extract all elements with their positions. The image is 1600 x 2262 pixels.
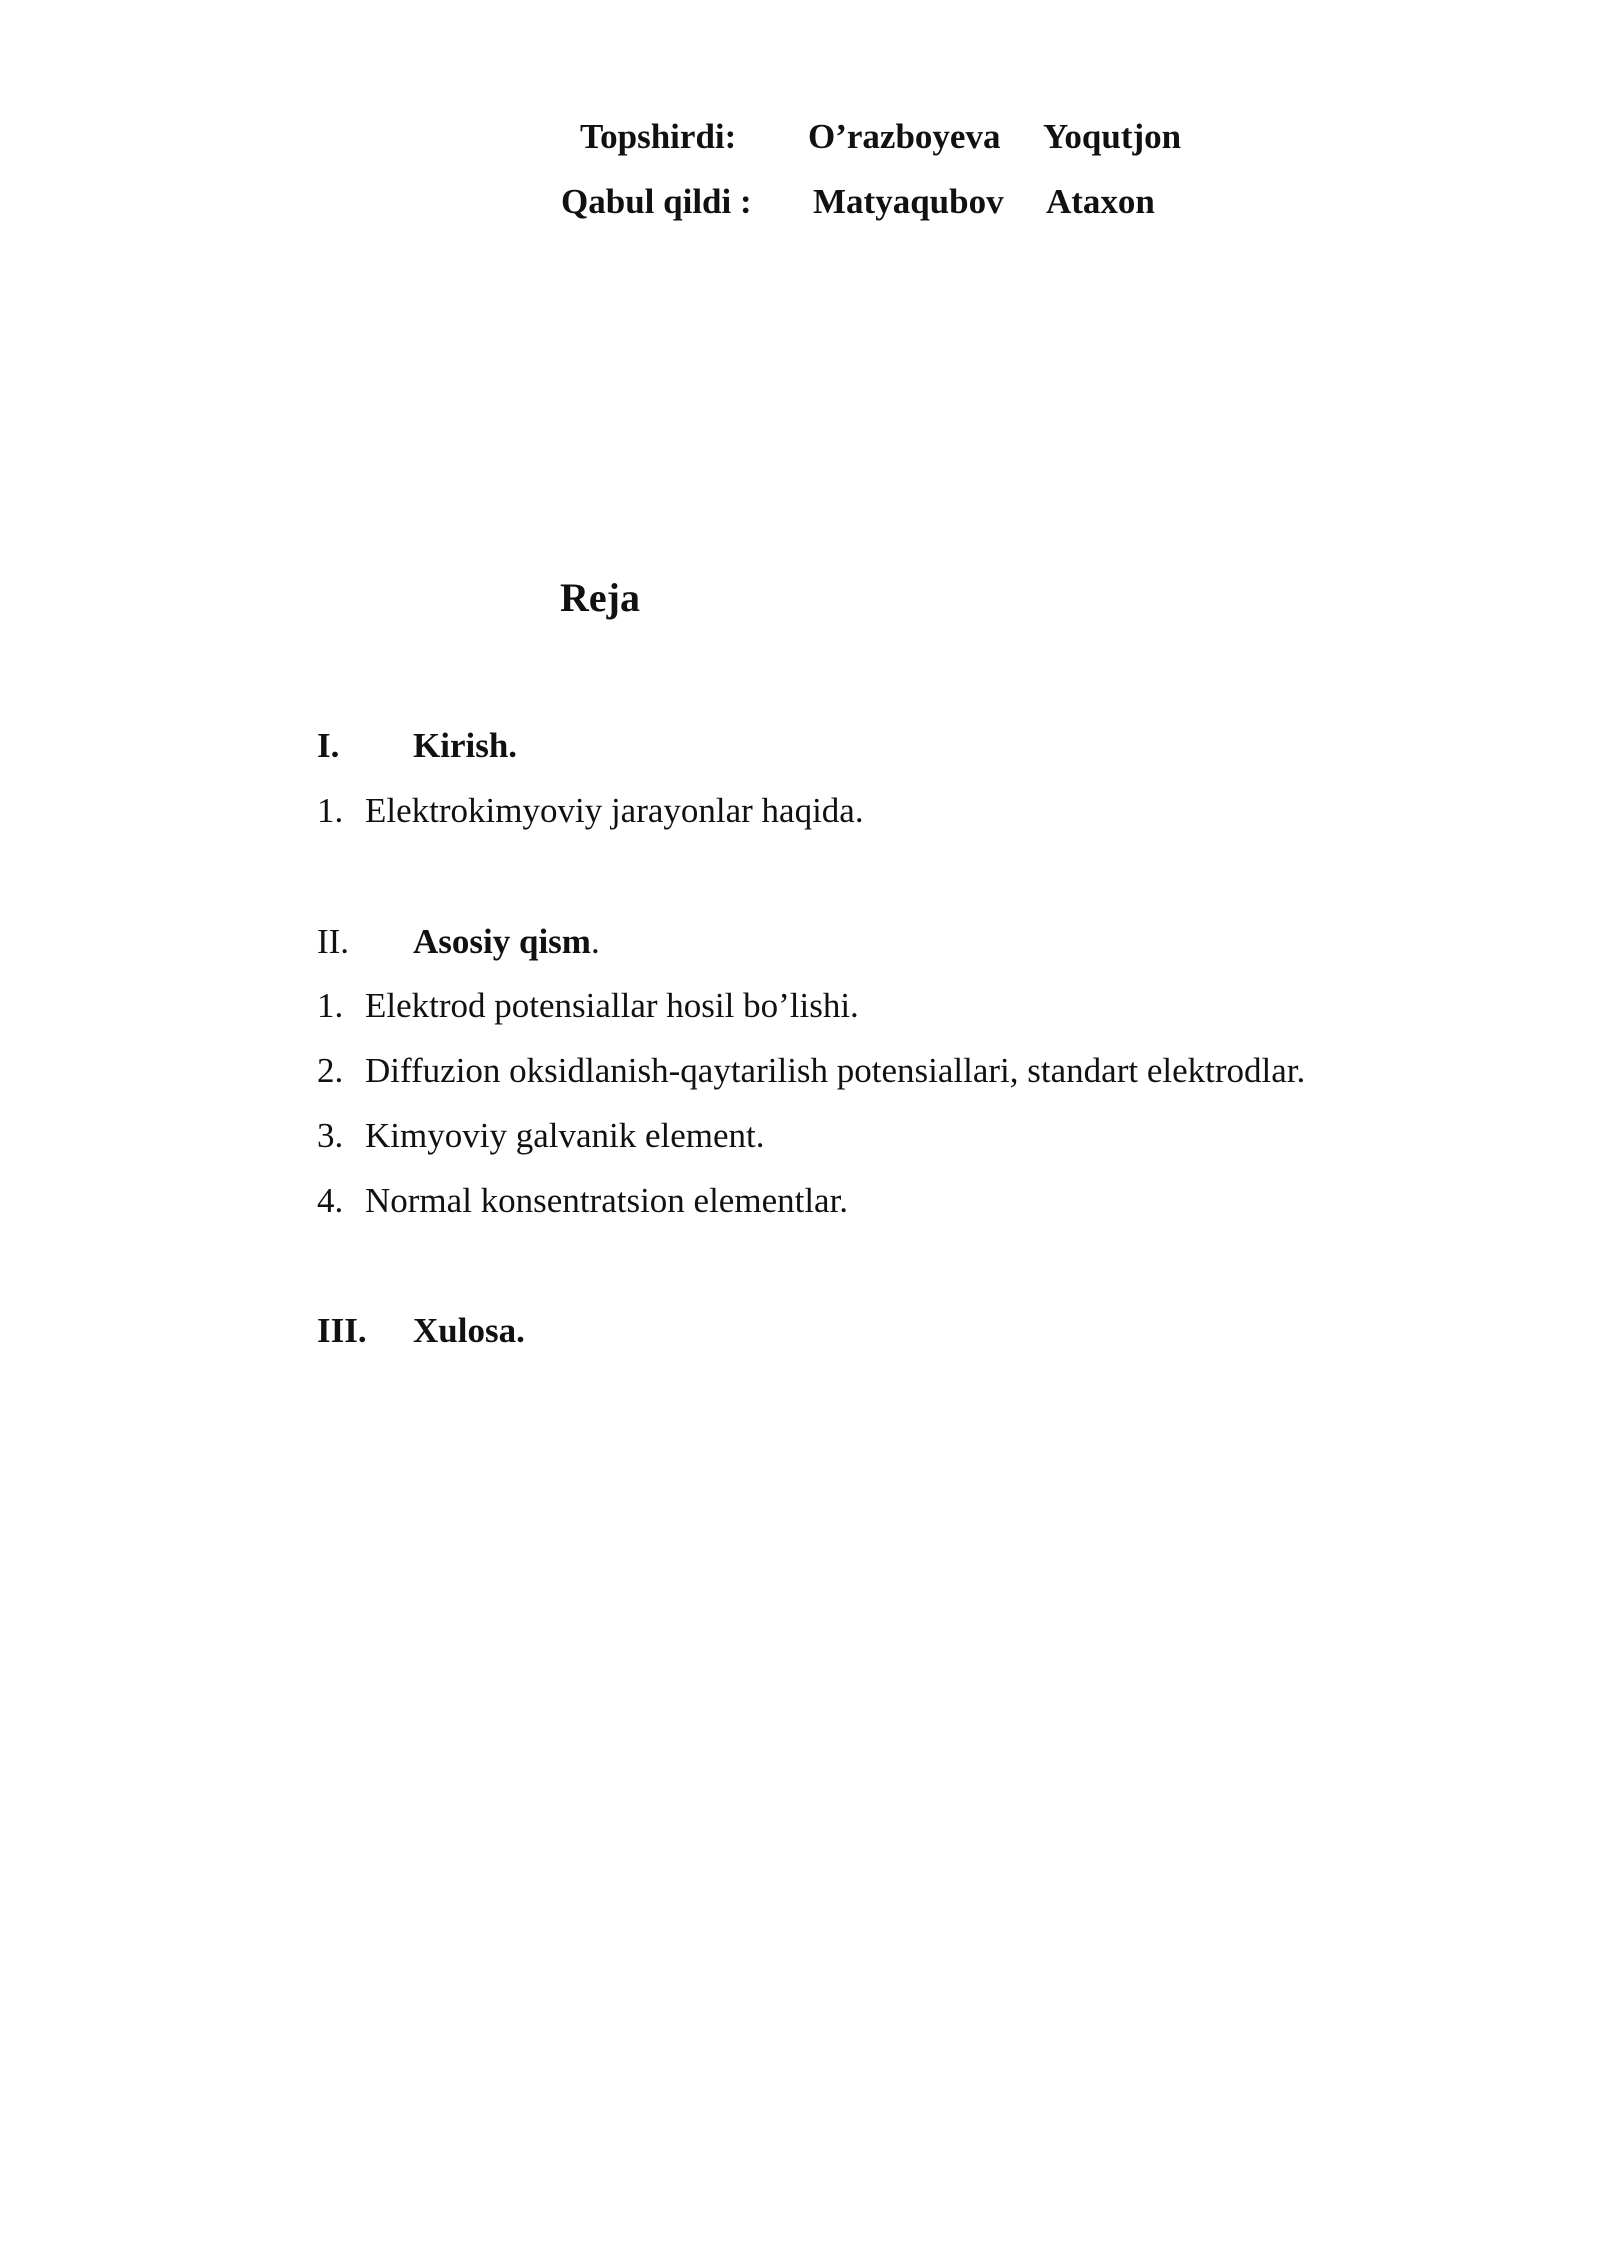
- section-title-suffix: .: [590, 922, 600, 961]
- list-item-number: 3.: [317, 1116, 344, 1155]
- submitted-label: Topshirdi:: [580, 117, 737, 156]
- list-item-number: 1.: [317, 986, 344, 1025]
- list-item-number: 1.: [317, 791, 344, 830]
- list-item-text: Elektrokimyoviy jarayonlar haqida.: [365, 791, 864, 830]
- section-numeral: III.: [317, 1311, 367, 1350]
- received-surname: Matyaqubov: [813, 182, 1004, 221]
- list-item-text: Normal konsentratsion elementlar.: [365, 1181, 849, 1220]
- section-title: Asosiy qism: [413, 922, 591, 961]
- list-item-number: 4.: [317, 1181, 344, 1220]
- section-numeral: II.: [317, 922, 350, 961]
- submitted-surname: O’razboyeva: [808, 117, 1001, 156]
- submitted-name: Yoqutjon: [1043, 117, 1182, 156]
- section-title: Kirish.: [413, 726, 518, 765]
- list-item-text: Elektrod potensiallar hosil bo’lishi.: [365, 986, 859, 1025]
- received-name: Ataxon: [1046, 182, 1155, 221]
- section-title-wrap: [413, 924, 600, 959]
- list-item-text: Kimyoviy galvanik element.: [365, 1116, 765, 1155]
- received-label: Qabul qildi :: [561, 182, 752, 221]
- plan-title: Reja: [560, 575, 640, 620]
- section-numeral: I.: [317, 726, 340, 765]
- list-item-number: 2.: [317, 1051, 344, 1090]
- list-item-text: Diffuzion oksidlanish-qaytarilish potensiallari, standart elektrodlar.: [365, 1051, 1306, 1090]
- section-title: Xulosa.: [413, 1311, 525, 1350]
